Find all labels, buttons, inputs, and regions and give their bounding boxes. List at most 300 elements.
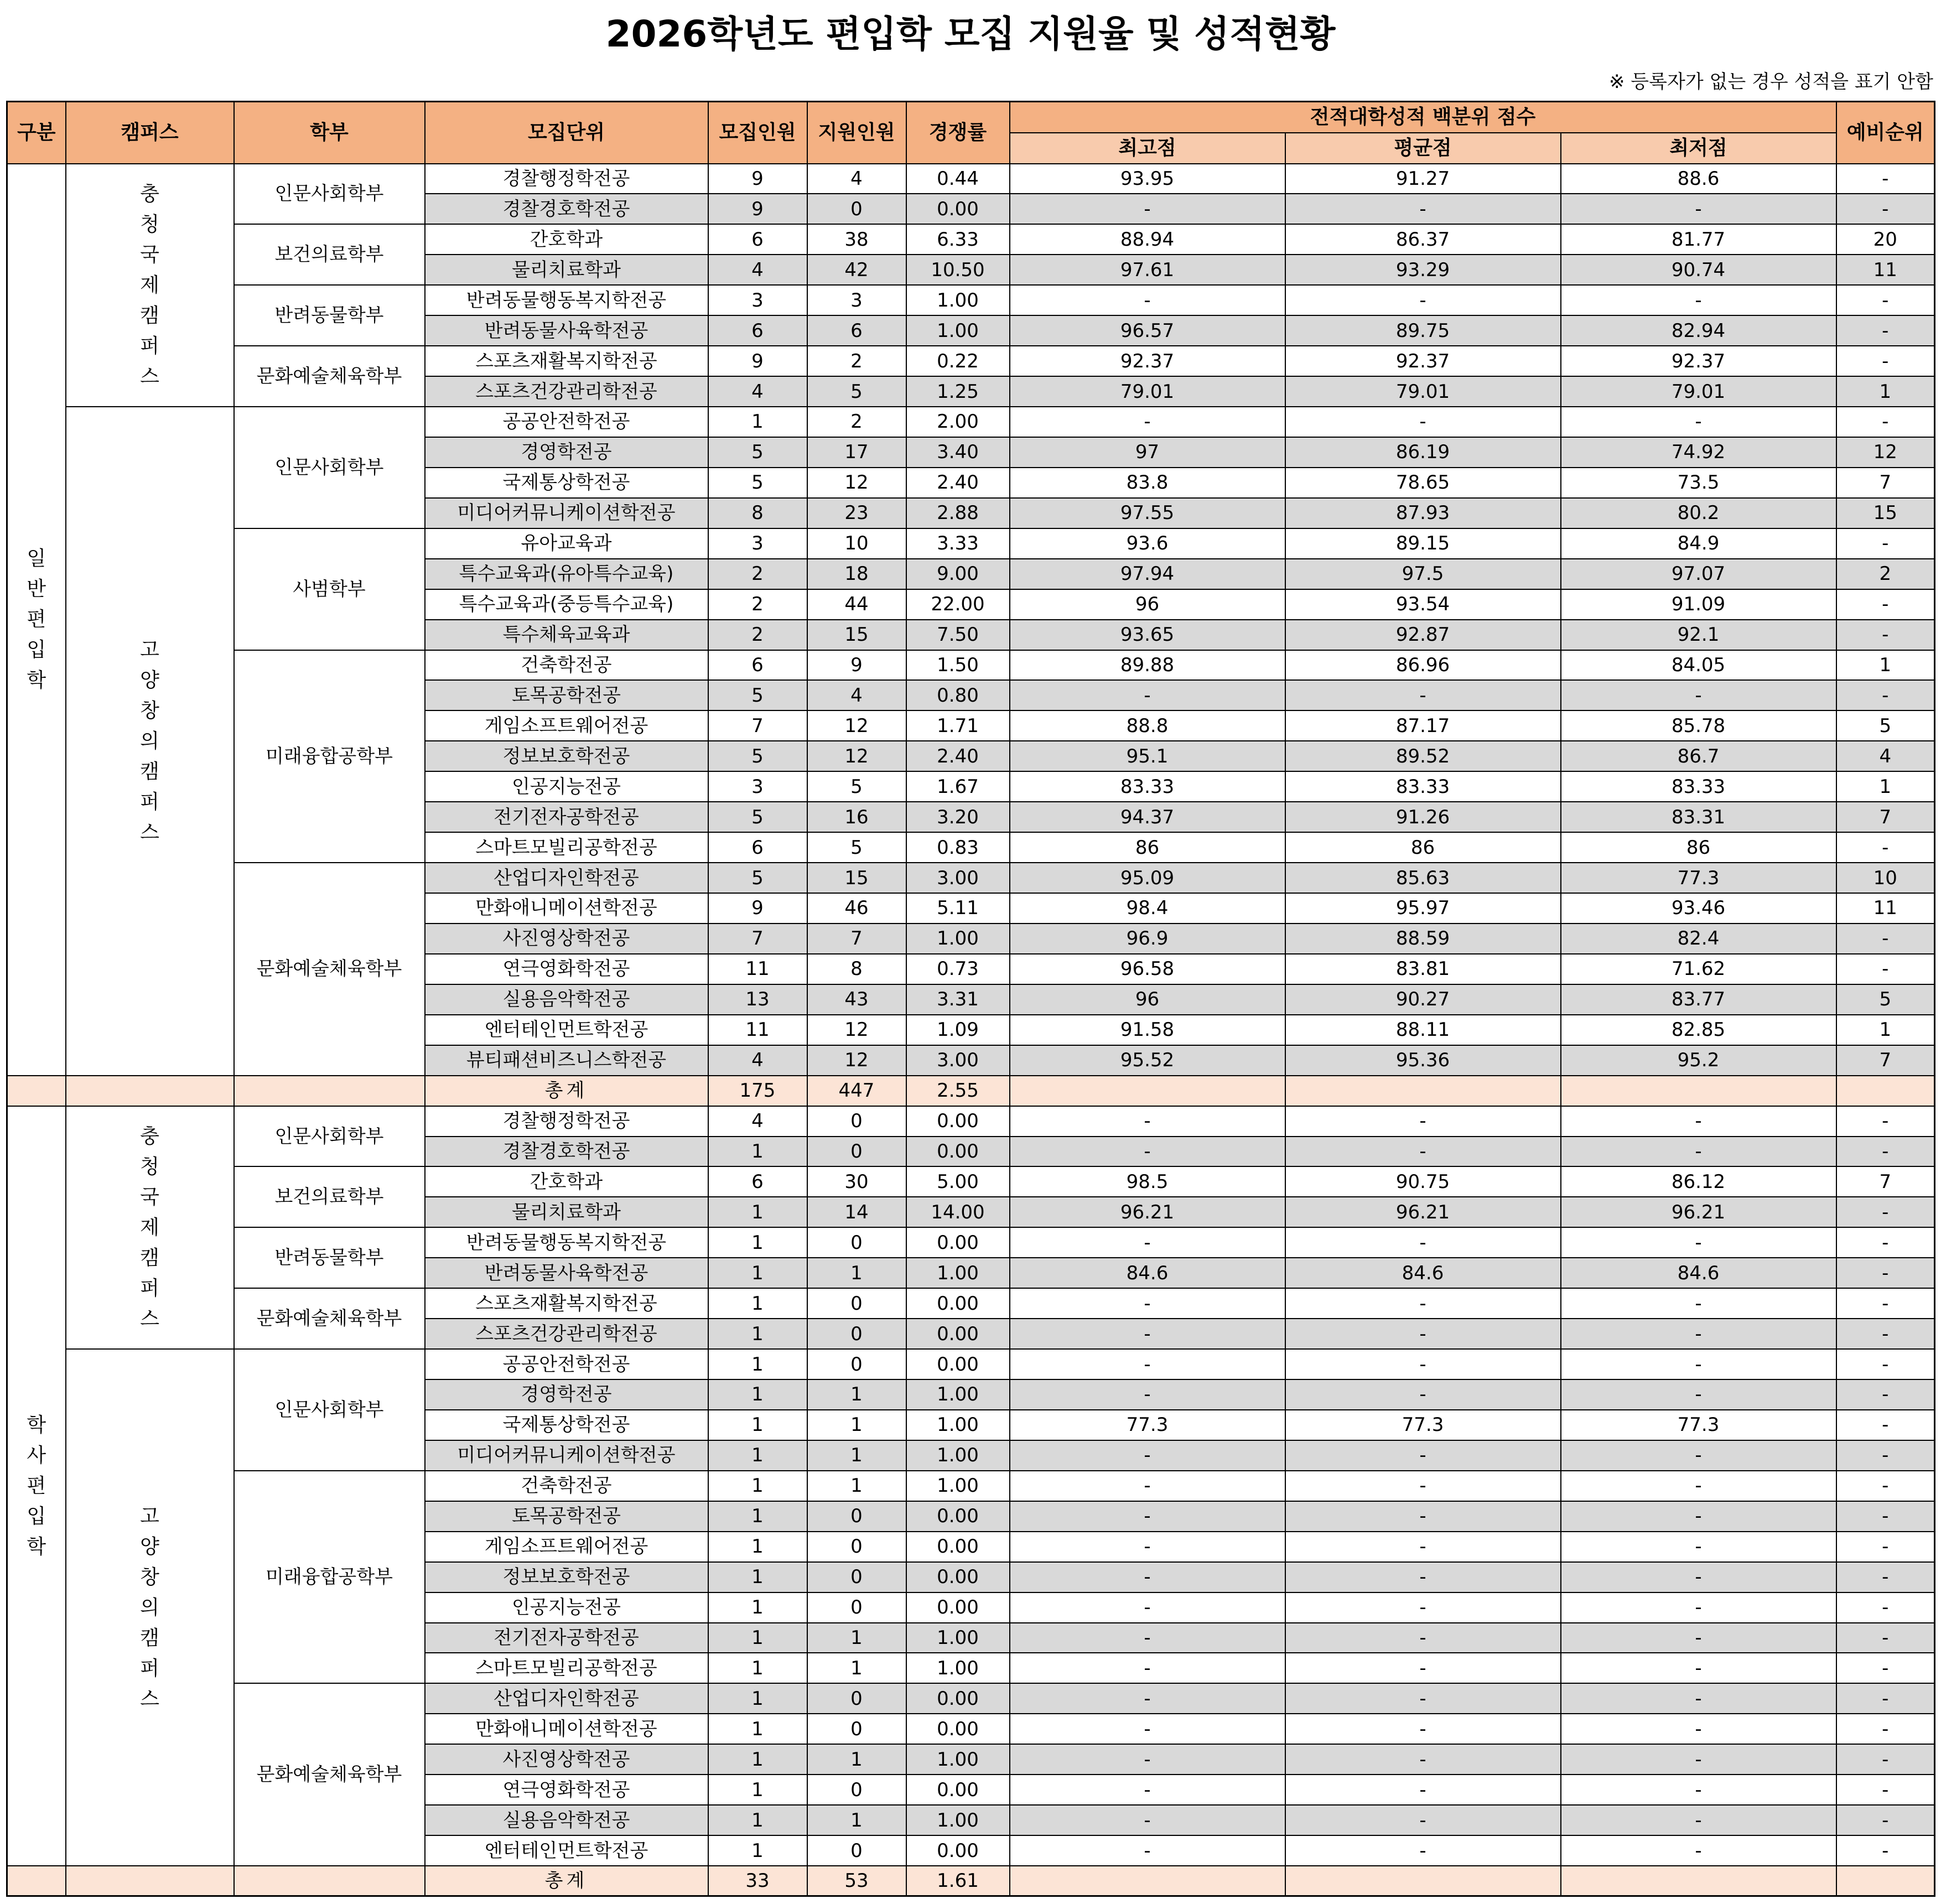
waitlist-cell: 2 xyxy=(1836,559,1935,589)
min-score-cell: 93.46 xyxy=(1561,893,1836,924)
avg-score-cell: - xyxy=(1285,1227,1561,1258)
applicants-cell: 1 xyxy=(807,1410,906,1440)
applicants-cell: 4 xyxy=(807,164,906,194)
recruit-cell: 1 xyxy=(708,1714,807,1744)
table-row xyxy=(7,164,1935,194)
waitlist-cell: 1 xyxy=(1836,650,1935,681)
waitlist-cell: - xyxy=(1836,1471,1935,1501)
recruit-cell: 1 xyxy=(708,1653,807,1683)
ratio-cell: 3.40 xyxy=(906,437,1010,468)
recruit-cell: 6 xyxy=(708,315,807,346)
min-score-cell: - xyxy=(1561,1623,1836,1653)
applicants-cell: 0 xyxy=(807,1714,906,1744)
recruit-cell: 2 xyxy=(708,589,807,620)
applicants-cell: 17 xyxy=(807,437,906,468)
min-score-cell: 83.31 xyxy=(1561,802,1836,832)
school-cell: 미래융합공학부 xyxy=(234,650,425,863)
applicants-cell: 18 xyxy=(807,559,906,589)
table-row xyxy=(7,1227,1935,1258)
applicants-cell: 30 xyxy=(807,1166,906,1197)
ratio-cell: 1.00 xyxy=(906,1653,1010,1683)
recruit-cell: 6 xyxy=(708,650,807,681)
unit-cell: 정보보호학전공 xyxy=(425,1562,708,1592)
min-score-cell: 92.37 xyxy=(1561,346,1836,376)
ratio-cell: 1.00 xyxy=(906,1440,1010,1471)
max-score-cell: - xyxy=(1010,1532,1285,1562)
campus-cell xyxy=(66,1349,234,1866)
waitlist-cell: - xyxy=(1836,832,1935,863)
recruit-cell: 6 xyxy=(708,832,807,863)
unit-cell: 실용음악학전공 xyxy=(425,984,708,1015)
total-empty-cell xyxy=(234,1866,425,1896)
min-score-cell: 97.07 xyxy=(1561,559,1836,589)
max-score-cell: 88.8 xyxy=(1010,710,1285,741)
avg-score-cell: 97.5 xyxy=(1285,559,1561,589)
avg-score-cell: 90.75 xyxy=(1285,1166,1561,1197)
waitlist-cell: 1 xyxy=(1836,771,1935,802)
recruit-cell: 5 xyxy=(708,741,807,771)
recruit-cell: 1 xyxy=(708,1592,807,1623)
avg-score-cell: 86.37 xyxy=(1285,224,1561,255)
campus-cell xyxy=(66,407,234,1076)
waitlist-cell: - xyxy=(1836,1440,1935,1471)
ratio-cell: 2.88 xyxy=(906,498,1010,528)
unit-cell: 엔터테인먼트학전공 xyxy=(425,1015,708,1045)
waitlist-cell: 1 xyxy=(1836,1015,1935,1045)
avg-score-cell: 86.96 xyxy=(1285,650,1561,681)
recruit-cell: 5 xyxy=(708,802,807,832)
school-cell: 사범학부 xyxy=(234,528,425,650)
max-score-cell: - xyxy=(1010,1288,1285,1319)
min-score-cell: 84.9 xyxy=(1561,528,1836,559)
unit-cell: 반려동물사육학전공 xyxy=(425,315,708,346)
waitlist-cell: - xyxy=(1836,1714,1935,1744)
min-score-cell: - xyxy=(1561,1440,1836,1471)
total-empty-cell xyxy=(1285,1866,1561,1896)
unit-cell: 스포츠재활복지학전공 xyxy=(425,346,708,376)
table-body xyxy=(7,164,1935,1896)
ratio-cell: 22.00 xyxy=(906,589,1010,620)
unit-cell: 반려동물사육학전공 xyxy=(425,1258,708,1288)
applicants-cell: 9 xyxy=(807,650,906,681)
ratio-cell: 1.00 xyxy=(906,924,1010,954)
recruit-cell: 8 xyxy=(708,498,807,528)
min-score-cell: - xyxy=(1561,1562,1836,1592)
ratio-cell: 0.00 xyxy=(906,1106,1010,1137)
avg-score-cell: - xyxy=(1285,1349,1561,1379)
waitlist-cell: - xyxy=(1836,1410,1935,1440)
waitlist-cell: - xyxy=(1836,346,1935,376)
applicants-cell: 12 xyxy=(807,468,906,498)
school-cell: 반려동물학부 xyxy=(234,285,425,346)
max-score-cell: - xyxy=(1010,285,1285,315)
min-score-cell: 83.77 xyxy=(1561,984,1836,1015)
unit-cell: 토목공학전공 xyxy=(425,1501,708,1532)
recruit-cell: 4 xyxy=(708,1045,807,1076)
applicants-cell: 12 xyxy=(807,1045,906,1076)
min-score-cell: 77.3 xyxy=(1561,1410,1836,1440)
max-score-cell: 96 xyxy=(1010,589,1285,620)
table-row xyxy=(7,1106,1935,1137)
ratio-cell: 1.50 xyxy=(906,650,1010,681)
table-row xyxy=(7,407,1935,437)
max-score-cell: 98.5 xyxy=(1010,1166,1285,1197)
max-score-cell: - xyxy=(1010,1349,1285,1379)
waitlist-cell: 12 xyxy=(1836,437,1935,468)
header-applicants: 지원인원 xyxy=(807,102,906,164)
avg-score-cell: - xyxy=(1285,1683,1561,1714)
unit-cell: 반려동물행동복지학전공 xyxy=(425,1227,708,1258)
waitlist-cell: 15 xyxy=(1836,498,1935,528)
min-score-cell: - xyxy=(1561,1349,1836,1379)
header-category: 구분 xyxy=(7,102,66,164)
max-score-cell: - xyxy=(1010,1471,1285,1501)
avg-score-cell: - xyxy=(1285,407,1561,437)
applicants-cell: 23 xyxy=(807,498,906,528)
ratio-cell: 3.33 xyxy=(906,528,1010,559)
total-ratio: 1.61 xyxy=(906,1866,1010,1896)
ratio-cell: 0.00 xyxy=(906,1288,1010,1319)
waitlist-cell: 5 xyxy=(1836,710,1935,741)
applicants-cell: 43 xyxy=(807,984,906,1015)
unit-cell: 토목공학전공 xyxy=(425,680,708,710)
table-row xyxy=(7,650,1935,681)
applicants-cell: 2 xyxy=(807,346,906,376)
unit-cell: 유아교육과 xyxy=(425,528,708,559)
total-empty-cell xyxy=(1836,1866,1935,1896)
avg-score-cell: - xyxy=(1285,1714,1561,1744)
applicants-cell: 0 xyxy=(807,1592,906,1623)
recruit-cell: 1 xyxy=(708,1288,807,1319)
max-score-cell: 77.3 xyxy=(1010,1410,1285,1440)
avg-score-cell: - xyxy=(1285,1532,1561,1562)
ratio-cell: 0.00 xyxy=(906,1319,1010,1349)
max-score-cell: 96.9 xyxy=(1010,924,1285,954)
recruit-cell: 1 xyxy=(708,1197,807,1227)
ratio-cell: 1.00 xyxy=(906,1744,1010,1775)
max-score-cell: - xyxy=(1010,1562,1285,1592)
ratio-cell: 0.00 xyxy=(906,194,1010,224)
header-min: 최저점 xyxy=(1561,133,1836,164)
recruit-cell: 3 xyxy=(708,285,807,315)
waitlist-cell: 7 xyxy=(1836,468,1935,498)
page-title: 2026학년도 편입학 모집 지원율 및 성적현황 xyxy=(605,13,1336,55)
applicants-cell: 1 xyxy=(807,1471,906,1501)
min-score-cell: - xyxy=(1561,1835,1836,1866)
waitlist-cell: - xyxy=(1836,924,1935,954)
recruit-cell: 3 xyxy=(708,771,807,802)
ratio-cell: 1.00 xyxy=(906,315,1010,346)
max-score-cell: 95.52 xyxy=(1010,1045,1285,1076)
unit-cell: 산업디자인학전공 xyxy=(425,863,708,893)
applicants-cell: 7 xyxy=(807,924,906,954)
applicants-cell: 10 xyxy=(807,528,906,559)
ratio-cell: 0.00 xyxy=(906,1562,1010,1592)
max-score-cell: 83.8 xyxy=(1010,468,1285,498)
unit-cell: 만화애니메이션학전공 xyxy=(425,1714,708,1744)
unit-cell: 물리치료학과 xyxy=(425,255,708,285)
recruit-cell: 9 xyxy=(708,346,807,376)
waitlist-cell: - xyxy=(1836,954,1935,984)
ratio-cell: 0.83 xyxy=(906,832,1010,863)
recruit-cell: 1 xyxy=(708,1532,807,1562)
ratio-cell: 2.00 xyxy=(906,407,1010,437)
waitlist-cell: 7 xyxy=(1836,1166,1935,1197)
waitlist-cell: - xyxy=(1836,194,1935,224)
ratio-cell: 2.40 xyxy=(906,468,1010,498)
min-score-cell: 85.78 xyxy=(1561,710,1836,741)
min-score-cell: 88.6 xyxy=(1561,164,1836,194)
max-score-cell: 92.37 xyxy=(1010,346,1285,376)
unit-cell: 경찰경호학전공 xyxy=(425,1137,708,1167)
waitlist-cell: - xyxy=(1836,1532,1935,1562)
applicants-cell: 0 xyxy=(807,1319,906,1349)
waitlist-cell: 5 xyxy=(1836,984,1935,1015)
waitlist-cell: - xyxy=(1836,528,1935,559)
school-cell: 인문사회학부 xyxy=(234,407,425,528)
min-score-cell: - xyxy=(1561,285,1836,315)
min-score-cell: - xyxy=(1561,1471,1836,1501)
recruit-cell: 2 xyxy=(708,559,807,589)
applicants-cell: 46 xyxy=(807,893,906,924)
max-score-cell: - xyxy=(1010,1835,1285,1866)
avg-score-cell: 84.6 xyxy=(1285,1258,1561,1288)
waitlist-cell: - xyxy=(1836,1775,1935,1805)
recruit-cell: 5 xyxy=(708,680,807,710)
max-score-cell: 86 xyxy=(1010,832,1285,863)
ratio-cell: 1.00 xyxy=(906,1471,1010,1501)
min-score-cell: - xyxy=(1561,1319,1836,1349)
unit-cell: 국제통상학전공 xyxy=(425,1410,708,1440)
avg-score-cell: - xyxy=(1285,1623,1561,1653)
avg-score-cell: 89.15 xyxy=(1285,528,1561,559)
unit-cell: 게임소프트웨어전공 xyxy=(425,1532,708,1562)
applicants-cell: 1 xyxy=(807,1623,906,1653)
table-row xyxy=(7,863,1935,893)
avg-score-cell: 77.3 xyxy=(1285,1410,1561,1440)
recruit-cell: 4 xyxy=(708,1106,807,1137)
unit-cell: 사진영상학전공 xyxy=(425,924,708,954)
min-score-cell: - xyxy=(1561,1227,1836,1258)
min-score-cell: 82.85 xyxy=(1561,1015,1836,1045)
table-row xyxy=(7,1166,1935,1197)
recruit-cell: 7 xyxy=(708,710,807,741)
recruit-cell: 7 xyxy=(708,924,807,954)
applicants-cell: 1 xyxy=(807,1744,906,1775)
recruit-cell: 1 xyxy=(708,1623,807,1653)
unit-cell: 간호학과 xyxy=(425,1166,708,1197)
unit-cell: 경찰행정학전공 xyxy=(425,164,708,194)
campus-label: 고양창의캠퍼스 xyxy=(140,638,159,844)
avg-score-cell: - xyxy=(1285,1379,1561,1410)
unit-cell: 특수교육과(중등특수교육) xyxy=(425,589,708,620)
waitlist-cell: - xyxy=(1836,1501,1935,1532)
min-score-cell: - xyxy=(1561,1532,1836,1562)
max-score-cell: - xyxy=(1010,1501,1285,1532)
min-score-cell: - xyxy=(1561,680,1836,710)
min-score-cell: - xyxy=(1561,1592,1836,1623)
avg-score-cell: 95.36 xyxy=(1285,1045,1561,1076)
max-score-cell: 93.6 xyxy=(1010,528,1285,559)
ratio-cell: 1.71 xyxy=(906,710,1010,741)
avg-score-cell: 87.93 xyxy=(1285,498,1561,528)
min-score-cell: - xyxy=(1561,1106,1836,1137)
unit-cell: 만화애니메이션학전공 xyxy=(425,893,708,924)
max-score-cell: - xyxy=(1010,1440,1285,1471)
min-score-cell: - xyxy=(1561,1501,1836,1532)
table-row xyxy=(7,528,1935,559)
max-score-cell: 88.94 xyxy=(1010,224,1285,255)
avg-score-cell: - xyxy=(1285,1501,1561,1532)
unit-cell: 미디어커뮤니케이션학전공 xyxy=(425,1440,708,1471)
min-score-cell: - xyxy=(1561,1683,1836,1714)
avg-score-cell: 85.63 xyxy=(1285,863,1561,893)
applicants-cell: 15 xyxy=(807,620,906,650)
waitlist-cell: - xyxy=(1836,1592,1935,1623)
applicants-cell: 5 xyxy=(807,832,906,863)
recruit-cell: 6 xyxy=(708,1166,807,1197)
avg-score-cell: - xyxy=(1285,1440,1561,1471)
min-score-cell: - xyxy=(1561,1744,1836,1775)
unit-cell: 정보보호학전공 xyxy=(425,741,708,771)
ratio-cell: 0.00 xyxy=(906,1137,1010,1167)
avg-score-cell: - xyxy=(1285,1562,1561,1592)
school-cell: 보건의료학부 xyxy=(234,1166,425,1227)
header-ratio: 경쟁률 xyxy=(906,102,1010,164)
avg-score-cell: 91.27 xyxy=(1285,164,1561,194)
max-score-cell: 97.61 xyxy=(1010,255,1285,285)
unit-cell: 스마트모빌리공학전공 xyxy=(425,832,708,863)
min-score-cell: - xyxy=(1561,1137,1836,1167)
applicants-cell: 0 xyxy=(807,1227,906,1258)
total-empty-cell xyxy=(234,1076,425,1106)
unit-cell: 연극영화학전공 xyxy=(425,954,708,984)
unit-cell: 공공안전학전공 xyxy=(425,407,708,437)
total-row xyxy=(7,1866,1935,1896)
min-score-cell: 74.92 xyxy=(1561,437,1836,468)
avg-score-cell: 91.26 xyxy=(1285,802,1561,832)
school-cell: 미래융합공학부 xyxy=(234,1471,425,1684)
max-score-cell: 83.33 xyxy=(1010,771,1285,802)
recruit-cell: 9 xyxy=(708,893,807,924)
min-score-cell: 73.5 xyxy=(1561,468,1836,498)
waitlist-cell: - xyxy=(1836,1835,1935,1866)
unit-cell: 경찰행정학전공 xyxy=(425,1106,708,1137)
min-score-cell: 71.62 xyxy=(1561,954,1836,984)
applicants-cell: 1 xyxy=(807,1258,906,1288)
ratio-cell: 1.67 xyxy=(906,771,1010,802)
recruit-cell: 1 xyxy=(708,1227,807,1258)
max-score-cell: - xyxy=(1010,1744,1285,1775)
applicants-cell: 0 xyxy=(807,1683,906,1714)
waitlist-cell: 4 xyxy=(1836,741,1935,771)
recruit-cell: 6 xyxy=(708,224,807,255)
avg-score-cell: 79.01 xyxy=(1285,376,1561,407)
recruit-cell: 1 xyxy=(708,1775,807,1805)
applicants-cell: 0 xyxy=(807,1349,906,1379)
total-recruit: 33 xyxy=(708,1866,807,1896)
unit-cell: 특수교육과(유아특수교육) xyxy=(425,559,708,589)
avg-score-cell: 83.33 xyxy=(1285,771,1561,802)
recruit-cell: 1 xyxy=(708,1683,807,1714)
avg-score-cell: 88.59 xyxy=(1285,924,1561,954)
min-score-cell: 84.05 xyxy=(1561,650,1836,681)
recruit-cell: 1 xyxy=(708,407,807,437)
max-score-cell: 97.55 xyxy=(1010,498,1285,528)
total-empty-cell xyxy=(1561,1866,1836,1896)
avg-score-cell: - xyxy=(1285,1288,1561,1319)
unit-cell: 사진영상학전공 xyxy=(425,1744,708,1775)
ratio-cell: 1.00 xyxy=(906,1258,1010,1288)
school-cell: 문화예술체육학부 xyxy=(234,1288,425,1349)
max-score-cell: - xyxy=(1010,1319,1285,1349)
applicants-cell: 0 xyxy=(807,1106,906,1137)
ratio-cell: 9.00 xyxy=(906,559,1010,589)
category-label: 학사편입학 xyxy=(27,1413,46,1558)
applicants-cell: 1 xyxy=(807,1653,906,1683)
recruit-cell: 9 xyxy=(708,194,807,224)
applicants-cell: 0 xyxy=(807,1137,906,1167)
recruit-cell: 1 xyxy=(708,1501,807,1532)
recruit-cell: 1 xyxy=(708,1835,807,1866)
waitlist-cell: - xyxy=(1836,1137,1935,1167)
applicants-cell: 2 xyxy=(807,407,906,437)
ratio-cell: 1.00 xyxy=(906,1623,1010,1653)
applicants-cell: 0 xyxy=(807,1562,906,1592)
max-score-cell: 98.4 xyxy=(1010,893,1285,924)
avg-score-cell: 92.37 xyxy=(1285,346,1561,376)
school-cell: 인문사회학부 xyxy=(234,1349,425,1471)
min-score-cell: 96.21 xyxy=(1561,1197,1836,1227)
campus-cell xyxy=(66,1106,234,1350)
waitlist-cell: - xyxy=(1836,407,1935,437)
applicants-cell: 0 xyxy=(807,1835,906,1866)
max-score-cell: - xyxy=(1010,407,1285,437)
unit-cell: 미디어커뮤니케이션학전공 xyxy=(425,498,708,528)
avg-score-cell: 88.11 xyxy=(1285,1015,1561,1045)
avg-score-cell: 89.75 xyxy=(1285,315,1561,346)
ratio-cell: 1.09 xyxy=(906,1015,1010,1045)
applicants-cell: 12 xyxy=(807,741,906,771)
ratio-cell: 0.44 xyxy=(906,164,1010,194)
ratio-cell: 6.33 xyxy=(906,224,1010,255)
header-unit: 모집단위 xyxy=(425,102,708,164)
applicants-cell: 1 xyxy=(807,1805,906,1835)
avg-score-cell: 86 xyxy=(1285,832,1561,863)
recruit-cell: 1 xyxy=(708,1410,807,1440)
applicants-cell: 5 xyxy=(807,771,906,802)
max-score-cell: - xyxy=(1010,1137,1285,1167)
min-score-cell: 81.77 xyxy=(1561,224,1836,255)
avg-score-cell: - xyxy=(1285,1137,1561,1167)
applicants-cell: 42 xyxy=(807,255,906,285)
max-score-cell: - xyxy=(1010,1227,1285,1258)
unit-cell: 게임소프트웨어전공 xyxy=(425,710,708,741)
ratio-cell: 0.00 xyxy=(906,1775,1010,1805)
unit-cell: 전기전자공학전공 xyxy=(425,1623,708,1653)
total-label: 총계 xyxy=(425,1076,708,1106)
header-campus: 캠퍼스 xyxy=(66,102,234,164)
recruit-cell: 13 xyxy=(708,984,807,1015)
max-score-cell: - xyxy=(1010,1683,1285,1714)
waitlist-cell: - xyxy=(1836,1288,1935,1319)
recruit-cell: 11 xyxy=(708,1015,807,1045)
min-score-cell: 86.12 xyxy=(1561,1166,1836,1197)
unit-cell: 간호학과 xyxy=(425,224,708,255)
avg-score-cell: 78.65 xyxy=(1285,468,1561,498)
waitlist-cell: - xyxy=(1836,1623,1935,1653)
recruit-cell: 4 xyxy=(708,376,807,407)
